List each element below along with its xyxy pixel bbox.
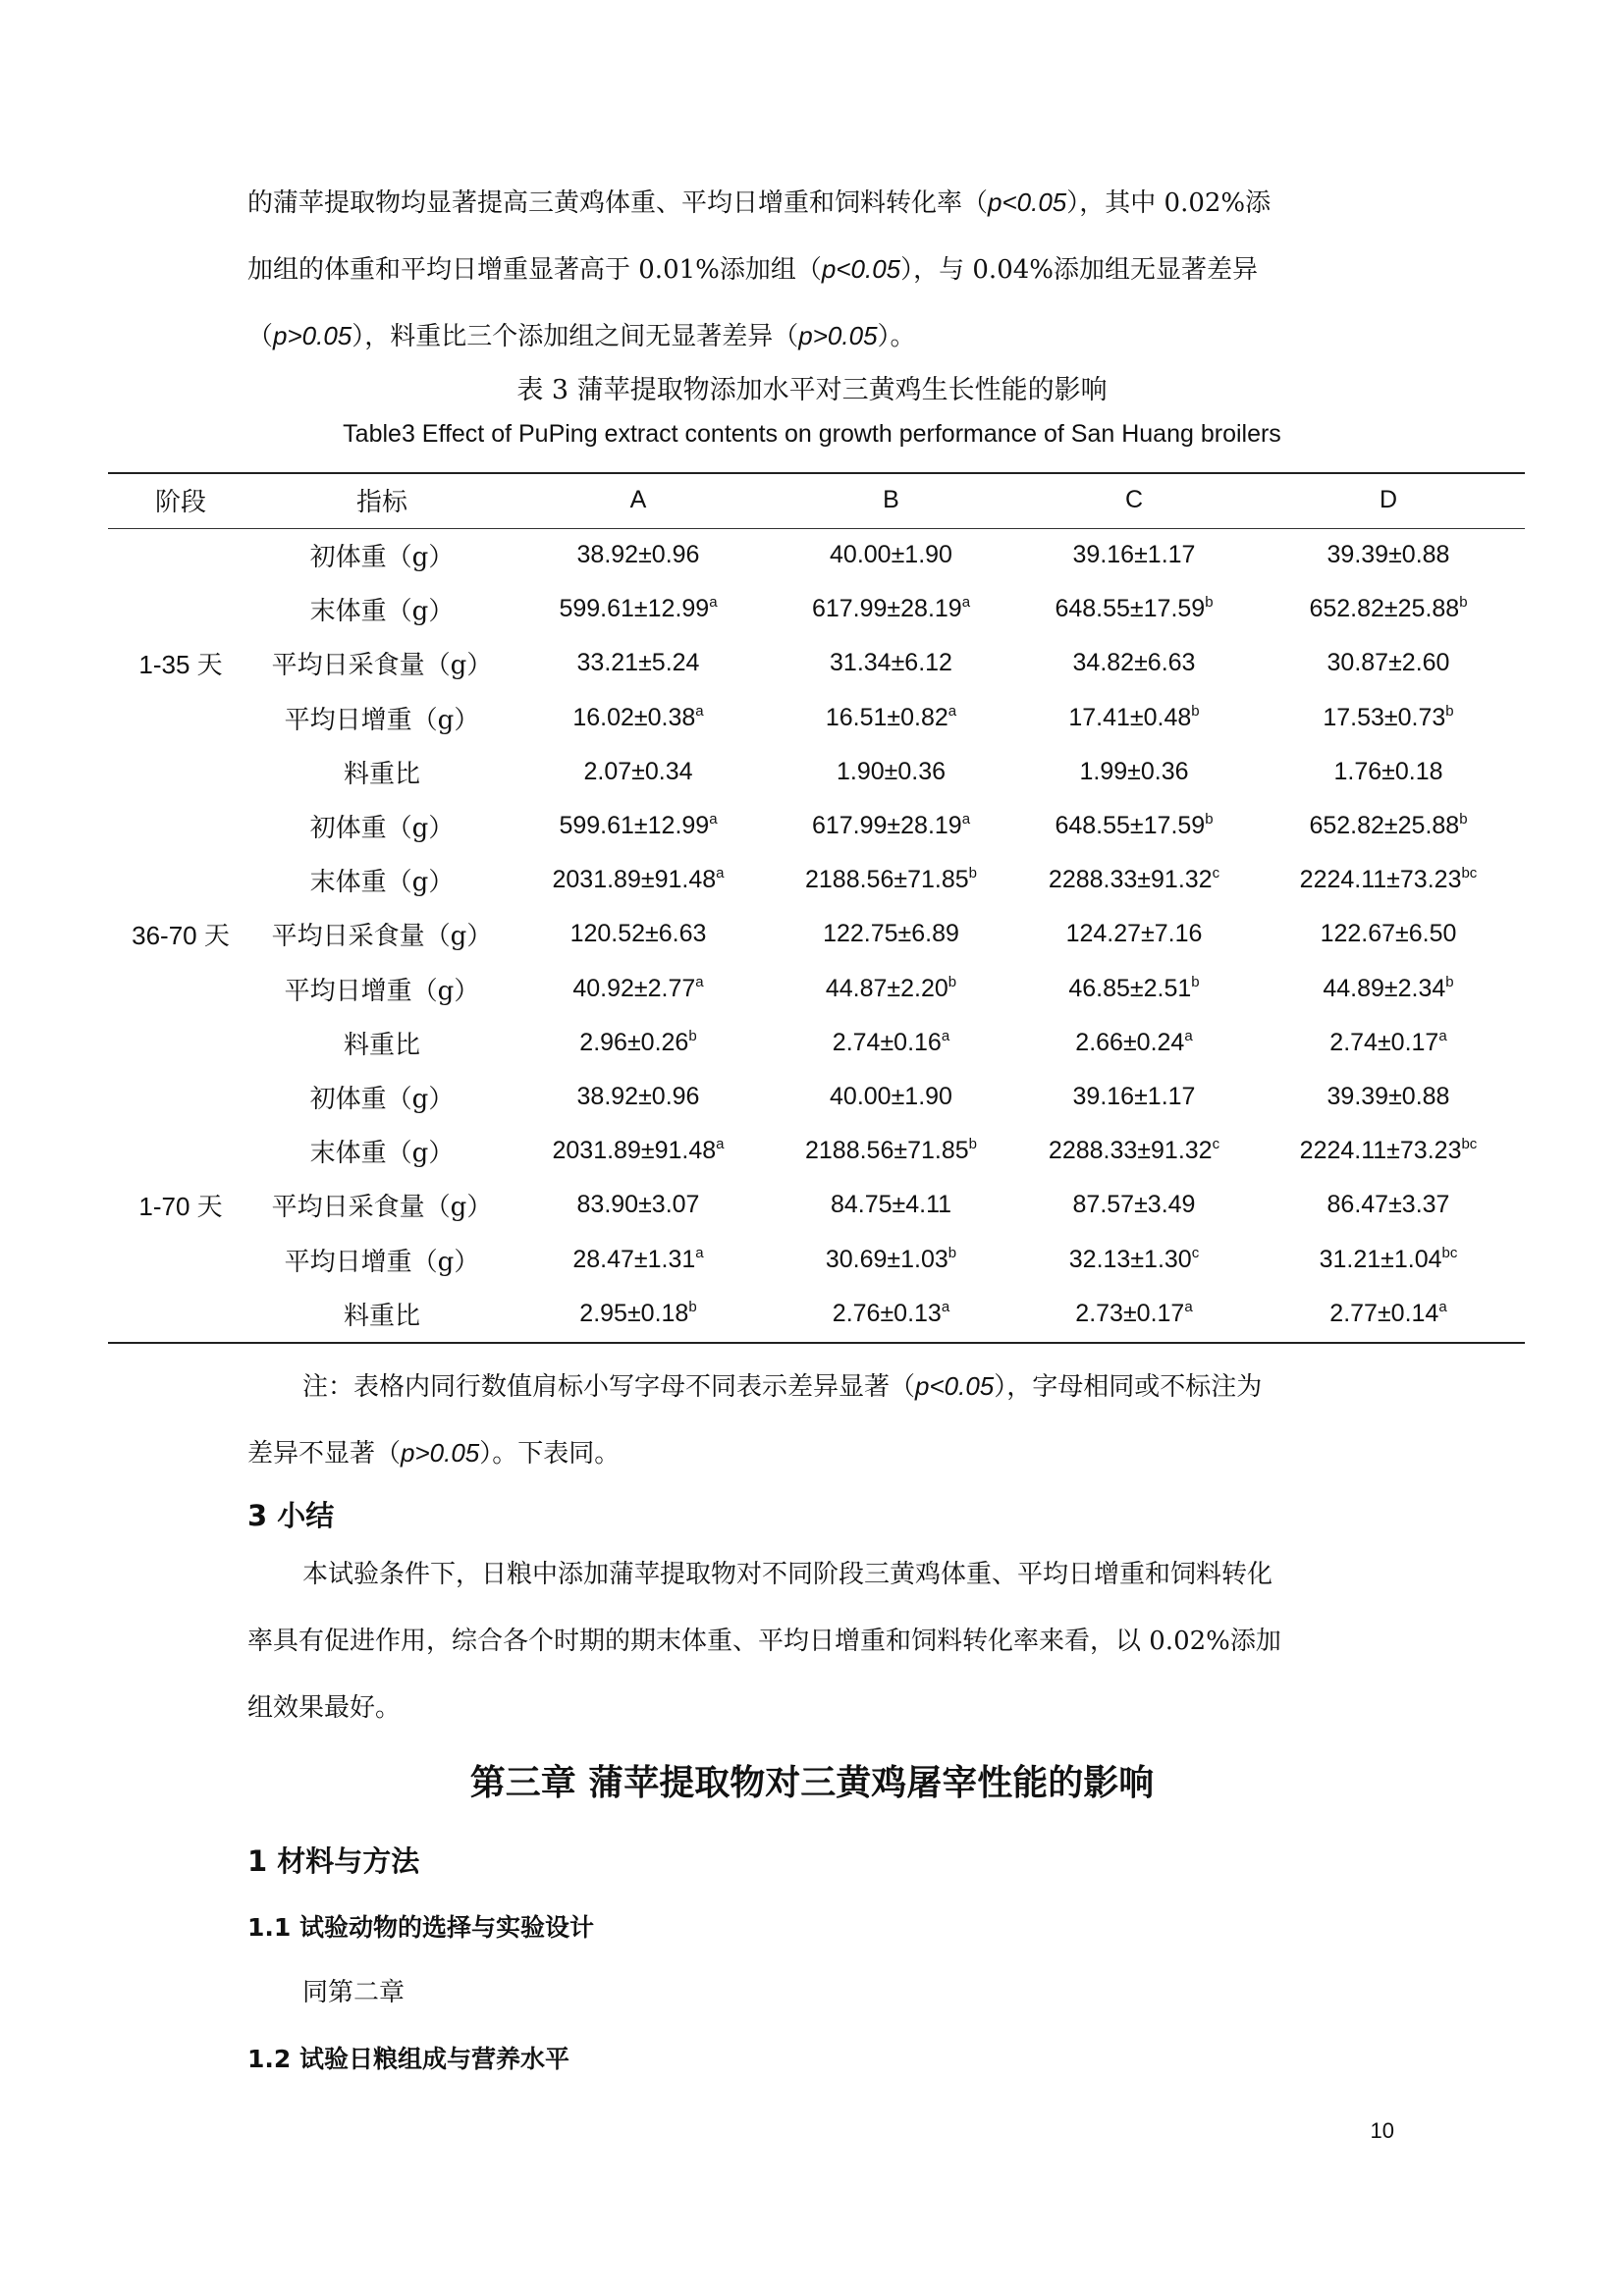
value-text: 84.75±4.11 (830, 1191, 952, 1219)
value-cell (1252, 799, 1525, 853)
significance-letter: b (968, 1136, 977, 1153)
significance-letter: a (1184, 1027, 1193, 1044)
summary-line-2 (247, 1608, 1386, 1675)
significance-letter: b (1191, 702, 1200, 720)
value-text: 2288.33±91.32 (1048, 1137, 1213, 1165)
value-cell (766, 853, 1016, 907)
significance-letter: a (709, 594, 718, 612)
value-text: 31.34±6.12 (830, 649, 952, 677)
value-cell (511, 1178, 766, 1232)
header-group-d: D (1379, 486, 1398, 513)
value-text: 1.99±0.36 (1079, 757, 1189, 785)
value-cell (1016, 907, 1252, 961)
indicator-cell: 末体重（g） (309, 1139, 455, 1169)
p-value: p>0.05 (798, 321, 878, 350)
value-cell (511, 962, 766, 1016)
value-text: 617.99±28.19 (811, 595, 962, 623)
value-cell (1016, 528, 1252, 582)
value-cell (766, 1070, 1016, 1124)
value-text: 122.67±6.50 (1320, 920, 1457, 948)
indicator-cell: 初体重（g） (309, 543, 455, 573)
value-cell (1016, 1287, 1252, 1341)
significance-letter: a (1184, 1298, 1193, 1315)
table-row (108, 1016, 1525, 1070)
value-cell (1252, 1178, 1525, 1232)
value-text: 648.55±17.59 (1055, 595, 1206, 623)
value-cell (511, 1016, 766, 1070)
value-cell (766, 1016, 1016, 1070)
value-text: 2.74±0.16 (832, 1028, 942, 1056)
value-cell (766, 1124, 1016, 1178)
value-cell (511, 745, 766, 799)
value-text: 40.00±1.90 (830, 541, 952, 569)
value-text: 39.39±0.88 (1326, 1082, 1450, 1110)
value-text: 2.77±0.14 (1329, 1299, 1439, 1327)
value-text: 30.87±2.60 (1326, 649, 1450, 677)
value-text: 39.16±1.17 (1072, 541, 1196, 569)
significance-letter: a (709, 811, 718, 828)
value-cell (1016, 1070, 1252, 1124)
value-text: 2.74±0.17 (1329, 1028, 1439, 1056)
value-cell (511, 907, 766, 961)
value-text: 2224.11±73.23 (1299, 1137, 1462, 1165)
significance-letter: b (688, 1027, 697, 1044)
value-text: 1.90±0.36 (836, 757, 947, 785)
significance-letter: a (1438, 1298, 1447, 1315)
value-cell (1252, 1124, 1525, 1178)
table-bottom-rule (108, 1342, 1525, 1344)
value-cell (1016, 745, 1252, 799)
value-cell (766, 1232, 1016, 1286)
value-cell (766, 636, 1016, 690)
header-group-c: C (1124, 486, 1144, 513)
intro-line-2 (247, 236, 1386, 303)
value-cell (766, 691, 1016, 745)
value-cell (1016, 582, 1252, 636)
significance-letter: a (1438, 1027, 1447, 1044)
note-text: 注：表格内同行数值肩标小写字母不同表示差异显著（ (302, 1372, 916, 1402)
value-text: 31.21±1.04 (1319, 1245, 1442, 1273)
value-text: 86.47±3.37 (1326, 1191, 1450, 1219)
value-text: 46.85±2.51 (1068, 974, 1192, 1002)
significance-letter: c (1212, 1136, 1220, 1153)
value-text: 16.02±0.38 (572, 703, 696, 731)
value-text: 2188.56±71.85 (805, 866, 969, 894)
value-cell (511, 691, 766, 745)
value-cell (1252, 528, 1525, 582)
value-text: 648.55±17.59 (1055, 812, 1206, 840)
table-row (108, 691, 1525, 745)
value-text: 40.00±1.90 (830, 1082, 952, 1110)
significance-letter: a (961, 594, 971, 612)
value-text: 120.52±6.63 (569, 920, 707, 948)
significance-letter: a (716, 865, 725, 882)
significance-letter: b (1191, 973, 1200, 990)
value-text: 2188.56±71.85 (805, 1137, 969, 1165)
header-indicator: 指标 (355, 488, 407, 517)
table-row (108, 1124, 1525, 1178)
table-header-row (108, 472, 1525, 528)
intro-text: ）。 (877, 322, 916, 351)
stage-cell: 1-70 天 (138, 1192, 223, 1222)
indicator-cell: 料重比 (343, 1030, 420, 1060)
note-text: ），字母相同或不标注为 (994, 1372, 1263, 1402)
value-cell (511, 528, 766, 582)
value-cell (1016, 799, 1252, 853)
significance-letter: a (695, 1244, 704, 1261)
value-text: 2031.89±91.48 (552, 1137, 717, 1165)
value-text: 2.96±0.26 (579, 1028, 689, 1056)
stage-cell: 36-70 天 (132, 921, 230, 951)
table-note-line-2 (247, 1419, 1386, 1487)
value-cell (1252, 907, 1525, 961)
value-cell (766, 745, 1016, 799)
value-cell (1016, 853, 1252, 907)
value-cell (511, 1287, 766, 1341)
value-cell (1252, 691, 1525, 745)
significance-letter: a (941, 1027, 950, 1044)
value-cell (766, 582, 1016, 636)
intro-text: 的蒲苹提取物均显著提高三黄鸡体重、平均日增重和饲料转化率（ (247, 188, 989, 218)
value-text: 28.47±1.31 (572, 1245, 696, 1273)
value-cell (511, 1070, 766, 1124)
table-row (108, 1232, 1525, 1286)
value-text: 2.73±0.17 (1075, 1299, 1185, 1327)
significance-letter: b (1205, 594, 1214, 612)
significance-letter: b (947, 973, 957, 990)
value-text: 2.95±0.18 (579, 1299, 689, 1327)
table-row (108, 907, 1525, 961)
value-cell (1016, 636, 1252, 690)
summary-text: 本试验条件下，日粮中添加蒲苹提取物对不同阶段三黄鸡体重、平均日增重和饲料转化 (302, 1560, 1273, 1589)
indicator-cell: 平均日增重（g） (284, 976, 480, 1006)
indicator-cell: 料重比 (343, 759, 420, 789)
note-text: ）。下表同。 (479, 1439, 621, 1468)
subsection-1-1-text (247, 1959, 1386, 2026)
value-cell (1252, 962, 1525, 1016)
value-text: 44.87±2.20 (825, 974, 948, 1002)
significance-letter: a (695, 702, 704, 720)
value-text: 2.07±0.34 (583, 757, 693, 785)
value-cell (1252, 745, 1525, 799)
summary-line-1 (247, 1541, 1386, 1608)
value-text: 652.82±25.88 (1309, 812, 1460, 840)
value-text: 2.76±0.13 (832, 1299, 942, 1327)
value-text: 33.21±5.24 (576, 649, 700, 677)
value-cell (511, 1232, 766, 1286)
value-text: 32.13±1.30 (1068, 1245, 1192, 1273)
value-text: 2.66±0.24 (1075, 1028, 1185, 1056)
value-cell (1252, 853, 1525, 907)
value-cell (1252, 1232, 1525, 1286)
value-cell (766, 962, 1016, 1016)
significance-letter: bc (1461, 1136, 1478, 1153)
value-text: 16.51±0.82 (825, 703, 948, 731)
significance-letter: b (1445, 702, 1454, 720)
intro-text: ），其中 0.02%添 (1066, 188, 1272, 218)
value-cell (1016, 1016, 1252, 1070)
value-text: 87.57±3.49 (1072, 1191, 1196, 1219)
value-text: 17.41±0.48 (1068, 703, 1192, 731)
indicator-cell: 初体重（g） (309, 814, 455, 844)
value-text: 83.90±3.07 (576, 1191, 700, 1219)
value-text: 40.92±2.77 (572, 974, 696, 1002)
table-row (108, 962, 1525, 1016)
intro-line-3 (247, 302, 1386, 370)
value-cell (511, 853, 766, 907)
value-text: 124.27±7.16 (1065, 920, 1203, 948)
significance-letter: c (1191, 1244, 1200, 1261)
stage-cell: 1-35 天 (138, 650, 223, 680)
growth-performance-table (108, 472, 1525, 1341)
summary-text: 率具有促进作用，综合各个时期的期末体重、平均日增重和饲料转化率来看，以 0.02%添加 (247, 1627, 1281, 1656)
summary-heading: 3 小结 (247, 1499, 335, 1532)
value-text: 38.92±0.96 (576, 1082, 700, 1110)
indicator-cell: 初体重（g） (309, 1084, 455, 1114)
table-row (108, 1070, 1525, 1124)
value-cell (511, 799, 766, 853)
table-row (108, 582, 1525, 636)
significance-letter: a (947, 702, 957, 720)
value-text: 17.53±0.73 (1323, 703, 1446, 731)
value-text: 599.61±12.99 (559, 595, 710, 623)
indicator-cell: 平均日增重（g） (284, 705, 480, 735)
chapter-title: 第三章 蒲苹提取物对三黄鸡屠宰性能的影响 (469, 1763, 1155, 1803)
value-text: 617.99±28.19 (811, 812, 962, 840)
significance-letter: b (947, 1244, 957, 1261)
value-cell (511, 582, 766, 636)
indicator-cell: 料重比 (343, 1301, 420, 1331)
table-note-line-1 (247, 1353, 1386, 1420)
value-text: 122.75±6.89 (823, 920, 959, 948)
significance-letter: a (961, 811, 971, 828)
value-text: 2288.33±91.32 (1048, 866, 1213, 894)
p-value: p>0.05 (273, 321, 352, 350)
table-caption-zh: 表 3 蒲苹提取物添加水平对三黄鸡生长性能的影响 (516, 375, 1108, 405)
significance-letter: a (716, 1136, 725, 1153)
intro-text: 加组的体重和平均日增重显著高于 0.01%添加组（ (247, 255, 822, 285)
value-text: 38.92±0.96 (576, 541, 700, 569)
p-value: p<0.05 (915, 1371, 995, 1401)
value-text: 44.89±2.34 (1323, 974, 1446, 1002)
significance-letter: a (941, 1298, 950, 1315)
indicator-cell: 末体重（g） (309, 868, 455, 898)
intro-line-1 (247, 169, 1386, 237)
page-number: 10 (1370, 2118, 1394, 2143)
value-cell (766, 799, 1016, 853)
indicator-cell: 平均日采食量（g） (271, 922, 493, 952)
value-cell (1016, 1124, 1252, 1178)
value-text: 2224.11±73.23 (1299, 866, 1462, 894)
value-cell (766, 907, 1016, 961)
table-row (108, 745, 1525, 799)
value-cell (1252, 1287, 1525, 1341)
table-row (108, 528, 1525, 582)
body-text: 同第二章 (302, 1978, 406, 2007)
value-cell (1016, 1178, 1252, 1232)
value-cell (1016, 962, 1252, 1016)
significance-letter: b (968, 865, 977, 882)
intro-text: ），料重比三个添加组之间无显著差异（ (352, 322, 799, 351)
subsection-heading-1-1: 1.1 试验动物的选择与实验设计 (247, 1913, 594, 1942)
indicator-cell: 平均日采食量（g） (271, 1193, 493, 1223)
value-cell (1252, 1016, 1525, 1070)
value-cell (766, 1178, 1016, 1232)
value-text: 30.69±1.03 (825, 1245, 948, 1273)
value-text: 652.82±25.88 (1309, 595, 1460, 623)
value-text: 599.61±12.99 (559, 812, 710, 840)
significance-letter: bc (1441, 1244, 1458, 1261)
significance-letter: b (1205, 811, 1214, 828)
value-cell (1016, 691, 1252, 745)
indicator-cell: 平均日增重（g） (284, 1247, 480, 1277)
header-group-a: A (629, 486, 647, 513)
section-heading-1: 1 材料与方法 (247, 1844, 420, 1878)
summary-line-3 (247, 1675, 1386, 1741)
table-caption-en: Table3 Effect of PuPing extract contents on growth performance of San Huang broilers (343, 420, 1281, 448)
p-value: p<0.05 (988, 187, 1067, 217)
value-text: 34.82±6.63 (1072, 649, 1196, 677)
value-text: 1.76±0.18 (1333, 757, 1443, 785)
significance-letter: a (695, 973, 704, 990)
note-text: 差异不显著（ (247, 1439, 402, 1468)
significance-letter: b (1459, 594, 1468, 612)
value-cell (511, 1124, 766, 1178)
value-text: 2031.89±91.48 (552, 866, 717, 894)
significance-letter: b (1445, 973, 1454, 990)
significance-letter: c (1212, 865, 1220, 882)
value-text: 39.16±1.17 (1072, 1082, 1196, 1110)
value-text: 39.39±0.88 (1326, 541, 1450, 569)
significance-letter: bc (1461, 865, 1478, 882)
intro-text: （ (247, 322, 274, 351)
table-body (108, 528, 1525, 1341)
table-row (108, 1287, 1525, 1341)
table-row (108, 1178, 1525, 1232)
summary-text: 组效果最好。 (247, 1693, 402, 1723)
value-cell (1016, 1232, 1252, 1286)
intro-text: ），与 0.04%添加组无显著差异 (900, 255, 1258, 285)
significance-letter: b (688, 1298, 697, 1315)
indicator-cell: 末体重（g） (309, 597, 455, 627)
header-group-b: B (883, 486, 899, 513)
p-value: p>0.05 (401, 1438, 480, 1468)
value-cell (1252, 582, 1525, 636)
table-row (108, 636, 1525, 690)
value-cell (766, 528, 1016, 582)
table-row (108, 799, 1525, 853)
value-cell (1252, 1070, 1525, 1124)
value-cell (511, 636, 766, 690)
header-stage: 阶段 (154, 488, 206, 517)
indicator-cell: 平均日采食量（g） (271, 651, 493, 681)
significance-letter: b (1459, 811, 1468, 828)
p-value: p<0.05 (821, 254, 901, 284)
value-cell (1252, 636, 1525, 690)
value-cell (766, 1287, 1016, 1341)
subsection-heading-1-2: 1.2 试验日粮组成与营养水平 (247, 2045, 569, 2073)
table-row (108, 853, 1525, 907)
